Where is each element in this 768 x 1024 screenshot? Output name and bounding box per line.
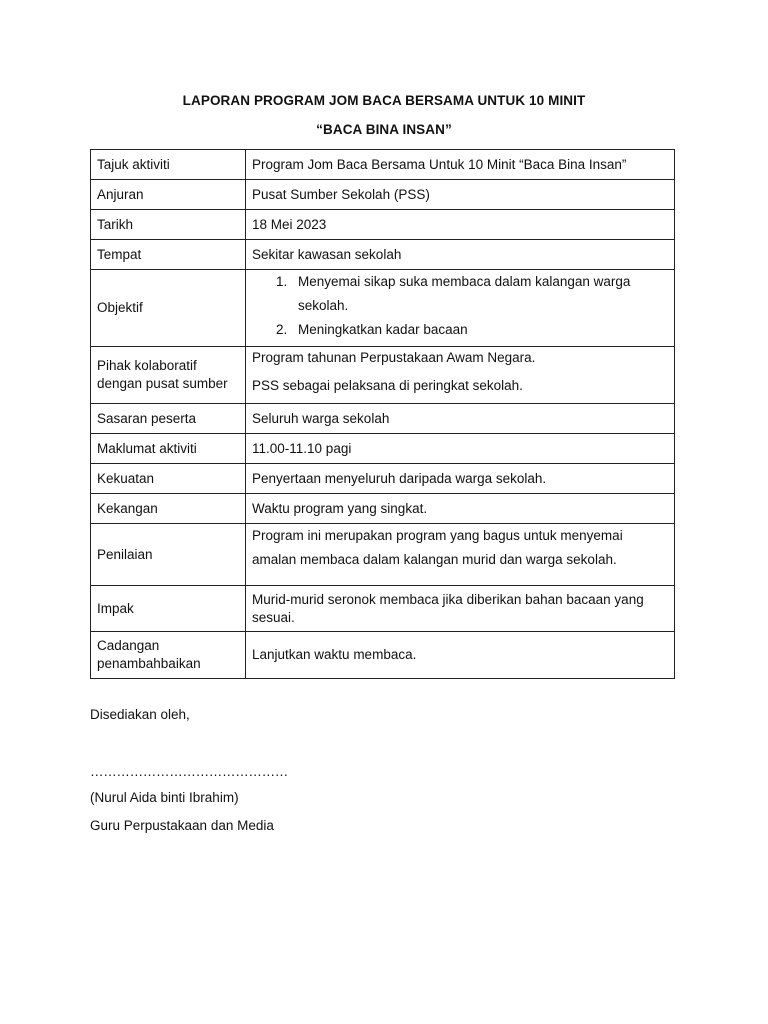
table-row xyxy=(91,210,675,240)
row-label: Tempat xyxy=(91,240,246,270)
row-value: Sekitar kawasan sekolah xyxy=(246,240,675,270)
report-table xyxy=(90,149,675,679)
table-row xyxy=(91,180,675,210)
table-row xyxy=(91,270,675,347)
row-value: Seluruh warga sekolah xyxy=(246,404,675,434)
table-row xyxy=(91,586,675,632)
value-text: Program ini merupakan program yang bagus untuk menyemai amalan membaca dalam kalangan murid dan warga sekolah. xyxy=(252,528,623,567)
report-subtitle: “BACA BINA INSAN” xyxy=(316,122,452,137)
prepared-by-label: Disediakan oleh, xyxy=(90,707,190,722)
preparer-role: Guru Perpustakaan dan Media xyxy=(90,818,274,833)
report-title: LAPORAN PROGRAM JOM BACA BERSAMA UNTUK 10 MINIT xyxy=(182,93,586,108)
value-line: Program tahunan Perpustakaan Awam Negara. xyxy=(252,350,536,365)
row-label: Tarikh xyxy=(91,210,246,240)
row-label: Impak xyxy=(91,586,246,632)
list-item-text: Menyemai sikap suka membaca dalam kalangan warga sekolah. xyxy=(298,274,631,313)
list-number: 1. xyxy=(276,274,288,289)
row-label: Kekangan xyxy=(91,494,246,524)
row-label: Objektif xyxy=(91,270,246,347)
row-value: Lanjutkan waktu membaca. xyxy=(246,632,675,679)
table-row xyxy=(91,434,675,464)
row-value: Murid-murid seronok membaca jika diberikan bahan bacaan yang sesuai. xyxy=(246,586,675,632)
row-value xyxy=(246,524,675,586)
row-value: Waktu program yang singkat. xyxy=(246,494,675,524)
row-label: Pihak kolaboratif dengan pusat sumber xyxy=(91,347,246,404)
preparer-name: (Nurul Aida binti Ibrahim) xyxy=(90,790,239,805)
list-item xyxy=(252,270,668,318)
table-row xyxy=(91,240,675,270)
row-label: Cadangan penambahbaikan xyxy=(91,632,246,679)
row-label: Sasaran peserta xyxy=(91,404,246,434)
row-value: 18 Mei 2023 xyxy=(246,210,675,240)
row-value: Program Jom Baca Bersama Untuk 10 Minit “Baca Bina Insan” xyxy=(246,150,675,180)
row-value xyxy=(246,347,675,404)
table-row xyxy=(91,404,675,434)
row-label: Penilaian xyxy=(91,524,246,586)
table-row xyxy=(91,632,675,679)
table-row xyxy=(91,150,675,180)
table-row xyxy=(91,347,675,404)
row-label: Anjuran xyxy=(91,180,246,210)
row-label: Kekuatan xyxy=(91,464,246,494)
row-label: Tajuk aktiviti xyxy=(91,150,246,180)
table-row xyxy=(91,464,675,494)
list-item xyxy=(252,318,668,342)
row-label: Maklumat aktiviti xyxy=(91,434,246,464)
table-row xyxy=(91,494,675,524)
objectives-list xyxy=(252,270,668,342)
list-item-text: Meningkatkan kadar bacaan xyxy=(298,322,468,337)
row-value: Penyertaan menyeluruh daripada warga sekolah. xyxy=(246,464,675,494)
objectives-cell xyxy=(246,270,675,347)
value-line: PSS sebagai pelaksana di peringkat sekolah. xyxy=(252,378,523,393)
table-row xyxy=(91,524,675,586)
list-number: 2. xyxy=(276,322,288,337)
signature-line: ……………………………………… xyxy=(90,764,289,779)
row-value: 11.00-11.10 pagi xyxy=(246,434,675,464)
row-value: Pusat Sumber Sekolah (PSS) xyxy=(246,180,675,210)
